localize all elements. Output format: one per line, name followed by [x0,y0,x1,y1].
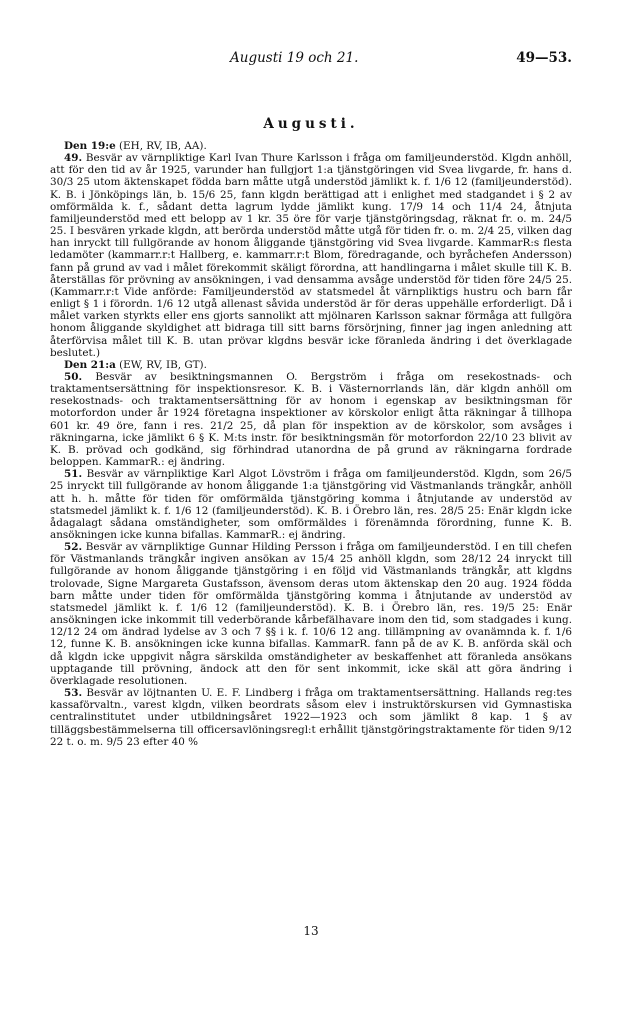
case-number: 49. [64,152,83,165]
day-panel: (EH, RV, IB, AA). [115,140,207,152]
day-heading-19 [50,140,572,152]
case-53 [50,687,572,748]
case-text: Besvär av löjtnanten U. E. F. Lindberg i fråga om traktamentsersättning. Hallands reg:tes kassaförvaltn., varest klgdn, vilken beordrats såsom elev i instruktörskursen vid Gymnastiska centralinstitutet under utbildningsåret 1922—1923 och som jämlikt 8 kap. 1 § av tilläggsbestämmelserna till officersavlöningsregl:t erhållit tjänstgöringstraktamente för tiden 9/12 22 t. o. m. 9/5 23 efter 40 % [50,687,572,748]
case-49 [50,152,572,359]
case-text: Besvär av värnpliktige Karl Algot Lövström i fråga om familjeunderstöd. Klgdn, som 26/5 25 inryckt till fullgörande av honom åliggande 1:a tjänstgöring vid Västmanlands trängkår, anhöll att h. h. måtte för tiden för omförmälda tjänstgöring komma i åtnjutande av understöd av statsmedel jämlikt k. f. 1/6 12 (familjeunderstöd). K. B. i Örebro län, res. 28/5 25: Enär klgdn icke ådagalagt sådana omständigheter, som omförmäldes i förenämnda förordning, funne K. B. ansökningen icke kunna bifallas. KammarR.: ej ändring. [50,468,572,541]
case-number: 52. [64,541,83,554]
day-heading-21 [50,359,572,371]
case-text: Besvär av värnpliktige Karl Ivan Thure Karlsson i fråga om familjeunderstöd. Klgdn anhöll, att för den tid av år 1925, varunder han fullgjort 1:a tjänstgöringen vid Svea livgarde, fr. hans d. 30/3 25 utom äktenskapet födda barn måtte utgå understöd jämlikt k. f. 1/6 12 (familjeunderstöd). K. B. i Jönköpings län, b. 15/6 25, fann klgdn berättigad att i enlighet med stadgandet i § 2 av omförmälda k. f., sådant detta lagrum lydde jämlikt kung. 17/9 14 och 11/4 24, åtnjuta familjeunderstöd med ett belopp av 1 kr. 35 öre för varje tjänstgöringsdag, räknat fr. o. m. 24/5 25. I besvären yrkade klgdn, att berörda understöd måtte utgå för tiden fr. o. m. 2/4 25, vilken dag han inryckt till fullgörande av honom åliggande tjänstgöring vid Svea livgarde. KammarR:s flesta ledamöter (kammarr.r:t Hallberg, e. kammarr.r:t Blom, föredragande, och byråchefen Andersson) fann på grund av vad i målet förekommit skäligt förordna, att handlingarna i målet skulle till K. B. återställas för prövning av ansökningen, i vad densamma avsåge understöd för tiden före 24/5 25. (Kammarr.r:t Vide anförde: Familjeunderstöd av statsmedel åt värnpliktigs hustru och barn får enligt § 1 i förordn. 1/6 12 utgå allenast såvida understöd är för deras uppehälle erforderligt. Då i målet varken styrkts eller ens gjorts sannolikt att mjölnaren Karlsson saknar förmåga att fullgöra honom åliggande skyldighet att bidraga till sitt barns försörjning, finner jag ingen anledning att återförvisa målet till K. B. utan prövar klgdns besvär icke föranleda ändring i det överklagade beslutet.) [50,152,572,359]
case-range: 49—53. [516,50,572,66]
case-number: 50. [64,370,83,383]
running-title: Augusti 19 och 21. [230,50,359,66]
case-text: Besvär av besiktningsmannen O. Bergström i fråga om resekostnads- och traktamentsersättning för inspektionsresor. K. B. i Västernorrlands län, där klgdn anhöll om resekostnads- och traktamentsersättning för av honom i egenskap av besiktningsman för motorfordon under år 1924 företagna inspektioner av körskolor enligt åtta räkningar å tillhopa 601 kr. 49 öre, fann i res. 21/2 25, då plan för inspektion av de körskolor, som avsåges i räkningarna, icke jämlikt 6 § K. M:ts instr. för besiktningsmän för motorfordon 22/10 23 blivit av K. B. prövad och godkänd, sig förhindrad utanordna de på grund av räkningarna fordrade beloppen. KammarR.: ej ändring. [50,370,572,469]
section-title: Augusti. [263,116,359,132]
case-52 [50,541,572,687]
case-number: 51. [64,468,83,481]
running-header [50,50,572,72]
day-panel: (EW, RV, IB, GT). [115,358,207,371]
case-text: Besvär av värnpliktige Gunnar Hilding Persson i fråga om familjeunderstöd. I en till chefen för Västmanlands trängkår ingiven ansökan av 15/4 25 anhöll klgdn, som 28/12 24 inryckt till fullgörande av honom åliggande tjänstgöring i en följd vid Västmanlands trängkår, att klgdns trolovade, Signe Margareta Gustafsson, ävensom deras utom äktenskap den 20 aug. 1924 födda barn måtte under tiden för omförmälda tjänstgöring komma i åtnjutande av understöd av statsmedel jämlikt k. f. 1/6 12 (familjeunderstöd). K. B. i Örebro län, res. 19/5 25: Enär ansökningen icke inkommit till vederbörande kårbefälhavare inom den tid, som stadgades i kung. 12/12 24 om ändrad lydelse av 3 och 7 §§ i k. f. 10/6 12 ang. tillämpning av ovanämnda k. f. 1/6 12, funne K. B. ansökningen icke kunna bifallas. KammarR. fann på de av K. B. anförda skäl och då klgdn icke uppgivit några särskilda omständigheter av beskaffenhet att föranleda ansökans upptagande till prövning, ändock att den för sent inkommit, icke skäl att göra ändring i överklagade resolutionen. [50,541,572,687]
document-body [50,140,572,748]
day-label: Den 21:a [64,358,116,371]
day-label: Den 19:e [64,140,116,152]
case-number: 53. [64,687,83,700]
case-51 [50,468,572,541]
page-number: 13 [303,924,319,938]
case-50 [50,371,572,468]
